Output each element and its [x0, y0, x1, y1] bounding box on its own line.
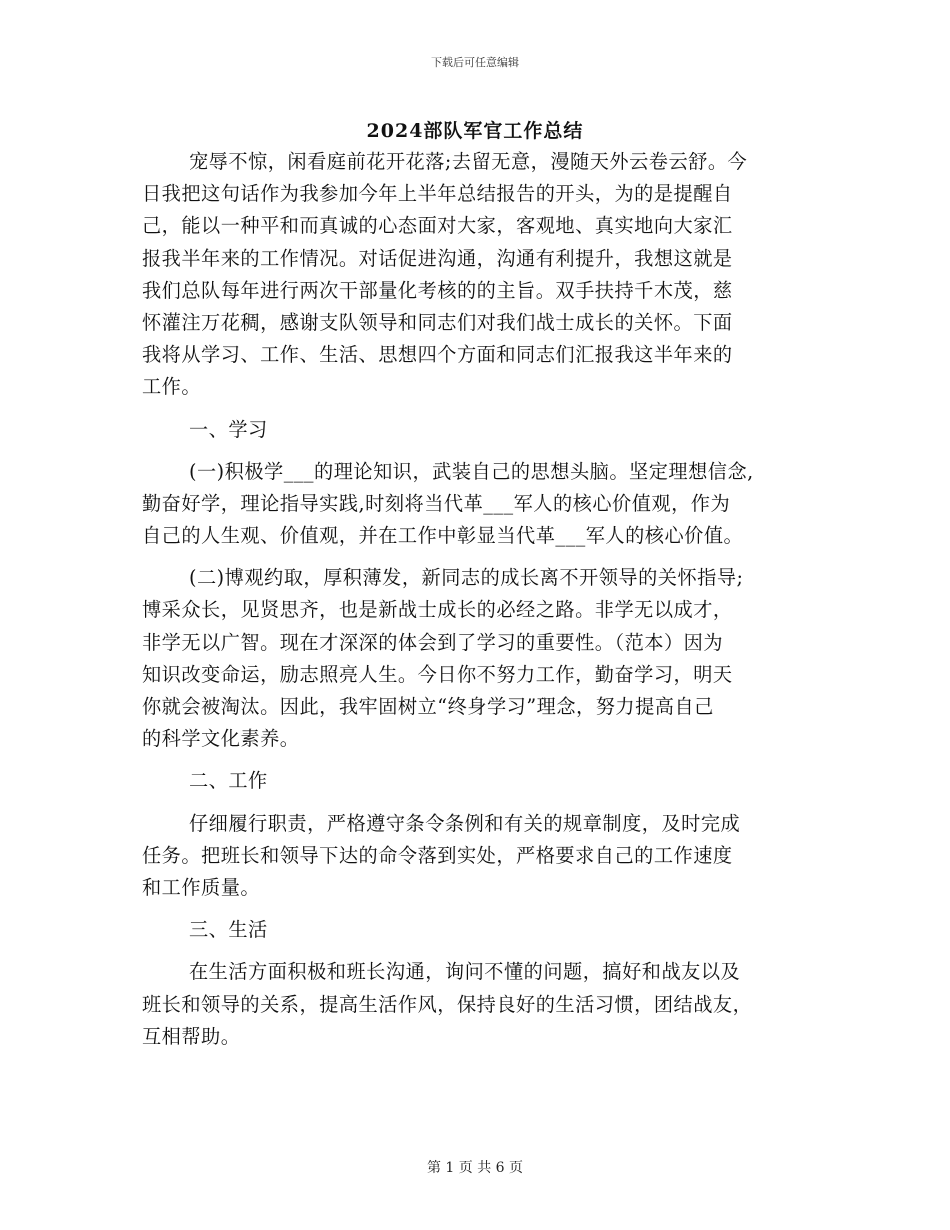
page-footer: 第 1 页 共 6 页 — [426, 1160, 524, 1176]
body-line: 你就会被淘汰。因此，我牢固树立“终身学习”理念，努力提高自己 — [142, 695, 714, 718]
body-line: 任务。把班长和领导下达的命令落到实处，严格要求自己的工作速度 — [142, 843, 733, 867]
body-line: 日我把这句话作为我参加今年上半年总结报告的开头，为的是提醒自 — [142, 182, 733, 206]
body-line: 宠辱不惊，闲看庭前花开花落;去留无意，漫随天外云卷云舒。今 — [189, 150, 748, 173]
body-line: 互相帮助。 — [142, 1024, 241, 1048]
body-line: 仔细履行职责，严格遵守条令条例和有关的规章制度，及时完成 — [189, 811, 741, 835]
body-line: 我将从学习、工作、生活、思想四个方面和同志们汇报我这半年来的 — [142, 343, 733, 367]
section-heading-life: 三、生活 — [189, 918, 268, 942]
section-heading-study: 一、学习 — [189, 417, 268, 441]
body-line: 非学无以广智。现在才深深的体会到了学习的重要性。（范本）因为 — [142, 630, 724, 654]
body-line: 工作。 — [142, 375, 202, 399]
body-line: 己，能以一种平和而真诚的心态面对大家，客观地、真实地向大家汇 — [142, 214, 733, 238]
body-line: 我们总队每年进行两次干部量化考核的的主旨。双手扶持千木茂，慈 — [142, 278, 733, 302]
body-line: (二)博观约取，厚积薄发，新同志的成长离不开领导的关怀指导; — [189, 566, 744, 590]
body-line: (一)积极学___的理论知识，武装自己的思想头脑。坚定理想信念, — [189, 459, 754, 483]
document-body — [142, 146, 832, 1053]
body-line: 博采众长，见贤思齐，也是新战士成长的必经之路。非学无以成才， — [142, 598, 733, 622]
document-title: 2024部队军官工作总结 — [366, 120, 584, 142]
body-line: 勤奋好学，理论指导实践,时刻将当代革___军人的核心价值观，作为 — [142, 491, 731, 515]
body-line: 报我半年来的工作情况。对话促进沟通，沟通有利提升，我想这就是 — [142, 246, 733, 270]
header-note: 下载后可任意编辑 — [431, 56, 519, 69]
body-line: 自己的人生观、价值观，并在工作中彰显当代革___军人的核心价值。 — [142, 524, 744, 548]
body-line: 的科学文化素养。 — [142, 727, 300, 751]
body-line: 班长和领导的关系，提高生活作风，保持良好的生活习惯，团结战友， — [142, 992, 753, 1016]
body-line: 怀灌注万花稠，感谢支队领导和同志们对我们战士成长的关怀。下面 — [142, 310, 733, 334]
body-line: 知识改变命运，励志照亮人生。今日你不努力工作，勤奋学习，明天 — [142, 662, 733, 686]
body-line: 和工作质量。 — [142, 875, 261, 899]
section-heading-work: 二、工作 — [189, 769, 268, 793]
body-line: 在生活方面积极和班长沟通，询问不懂的问题，搞好和战友以及 — [189, 960, 741, 984]
